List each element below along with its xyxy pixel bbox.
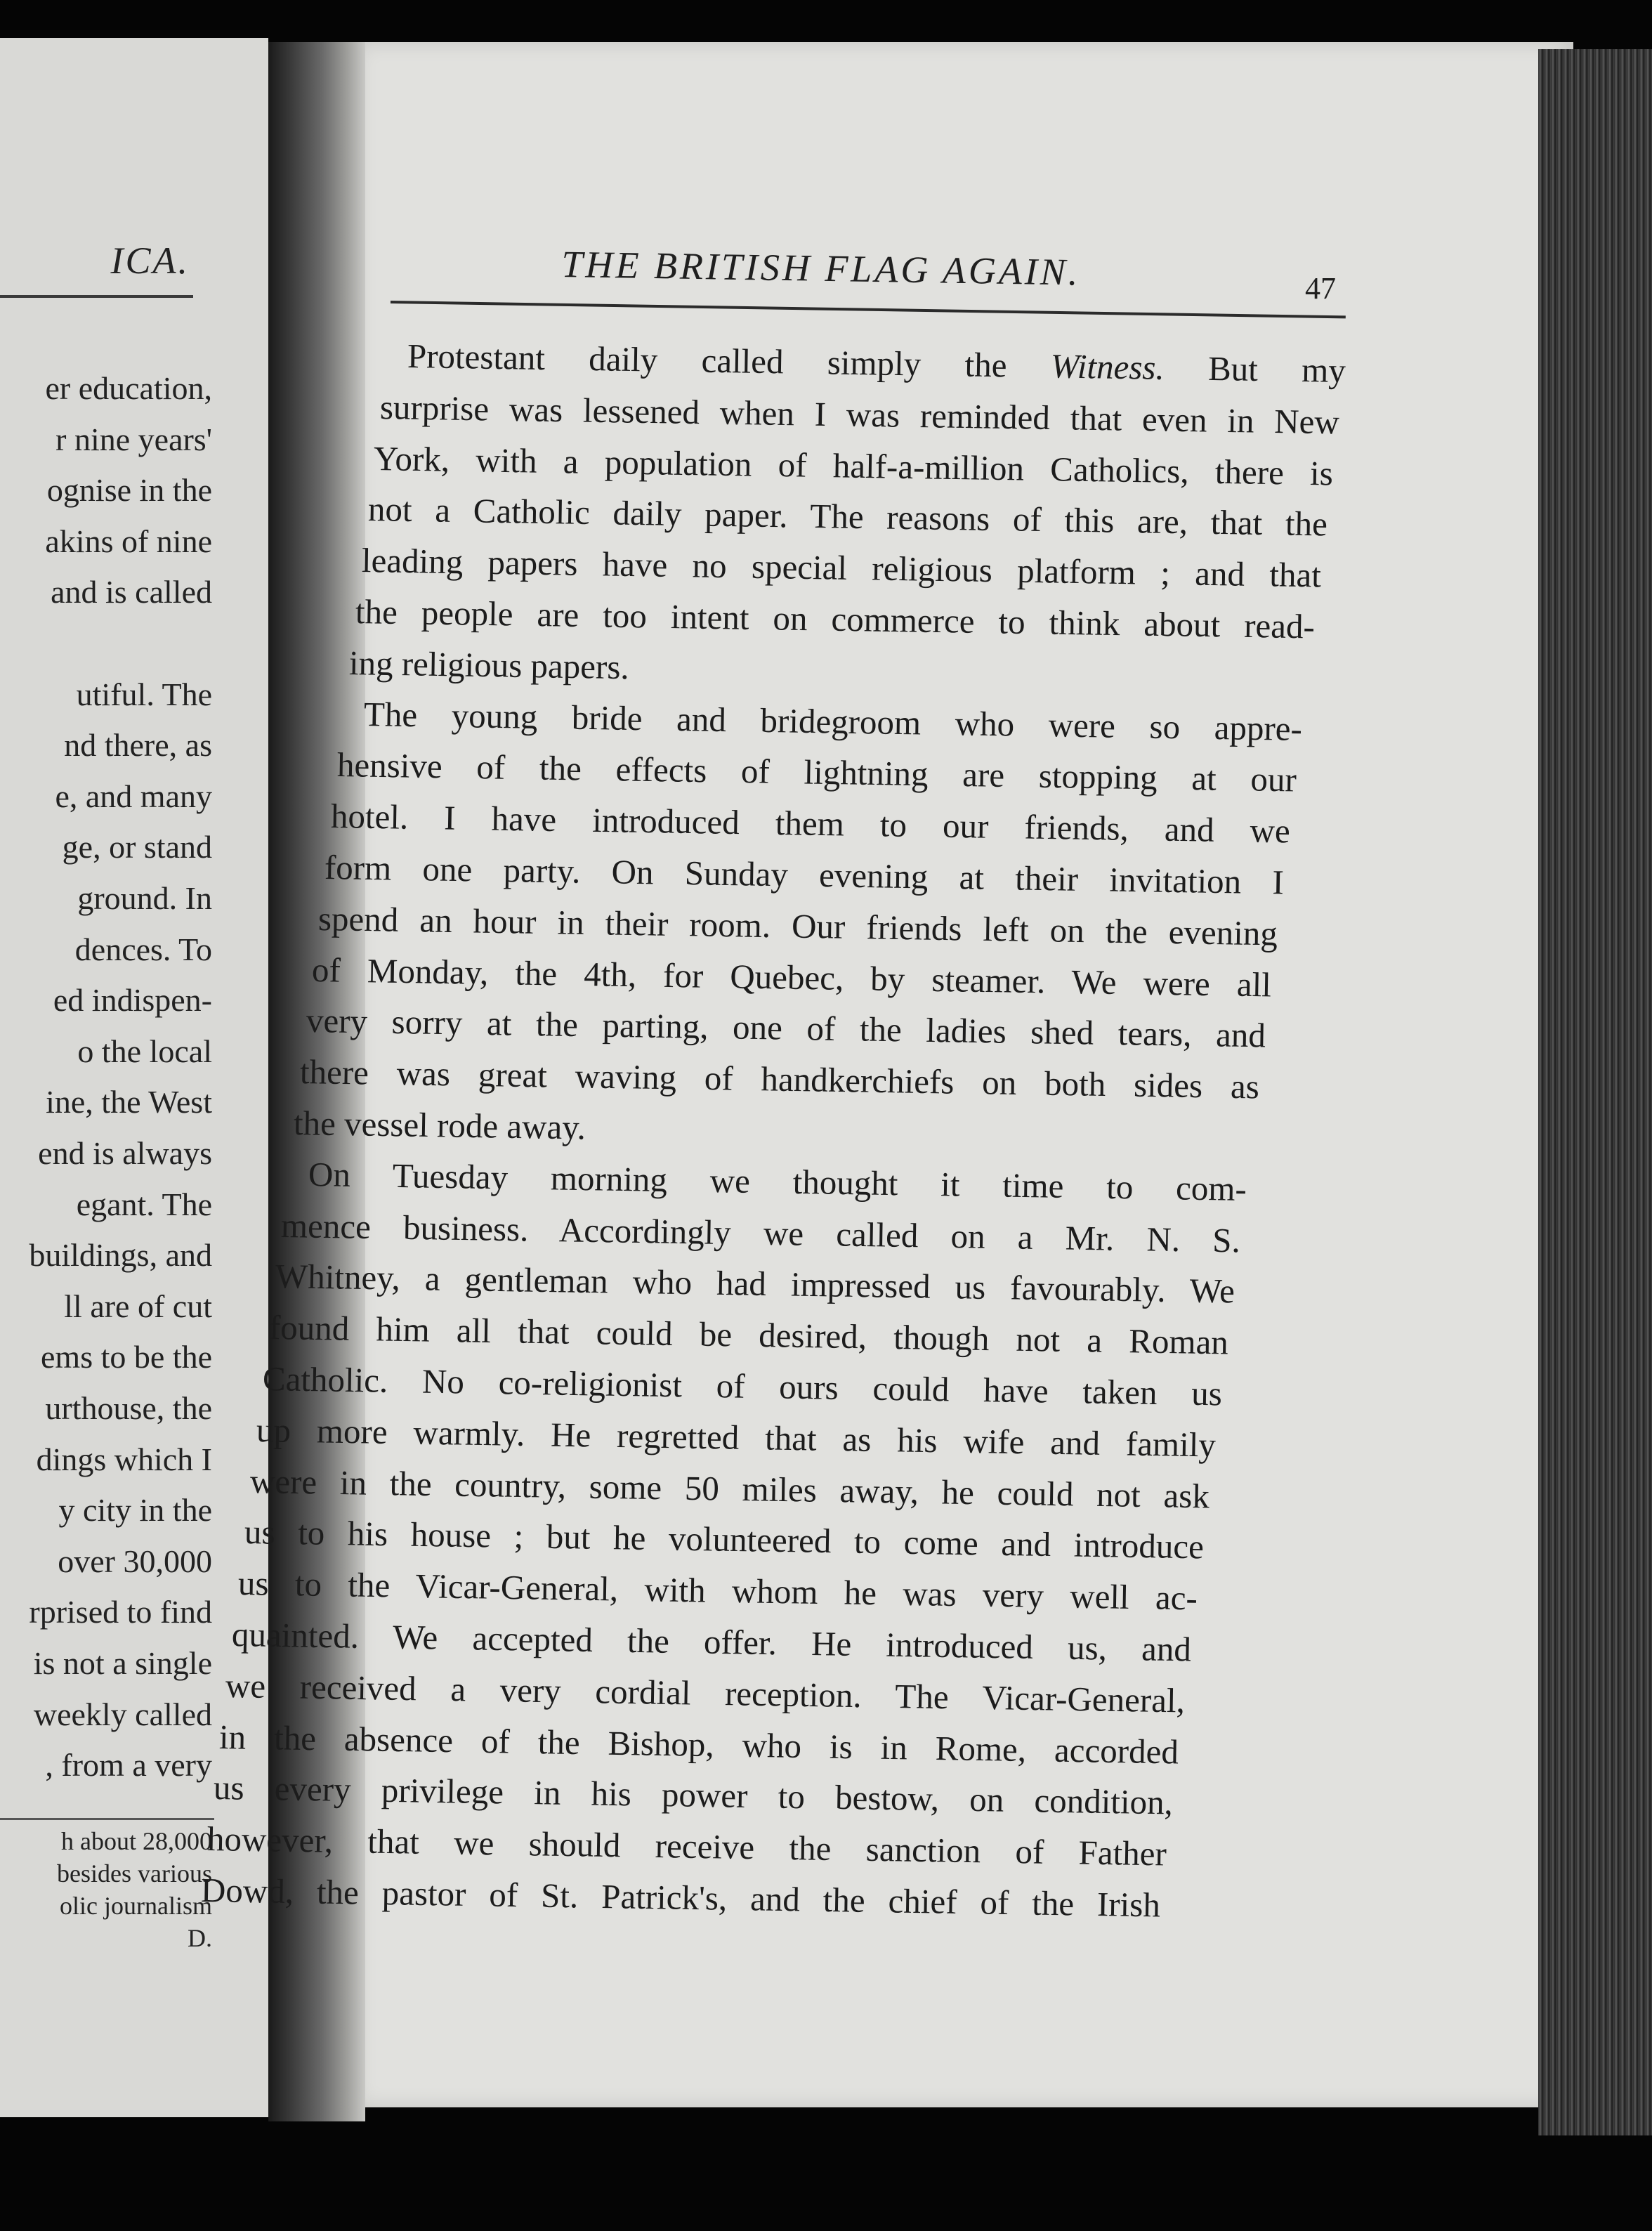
running-header: THE BRITISH FLAG AGAIN. [561,242,1081,294]
left-text-line: utiful. The [76,676,212,712]
left-text-line: egant. The [76,1186,212,1222]
left-text-line: ognise in the [46,472,212,509]
left-text-line: r nine years' [55,421,212,457]
body-text-line [407,336,1346,391]
body-text-line: the people are too intent on commerce to think about read- [355,592,1316,646]
body-text-line: there was great waving of handkerchiefs on both sides as [299,1052,1260,1106]
left-text-line: buildings, and [29,1237,212,1274]
body-text-line: we received a very cordial reception. The Vicar-General, [225,1666,1186,1720]
body-text-line: leading papers have no special religious platform ; and that [361,541,1322,595]
body-text-line: very sorry at the parting, one of the ladies shed tears, and [306,1001,1266,1055]
body-text-line: of Monday, the 4th, for Quebec, by steamer. We were all [311,950,1272,1005]
left-text-line: ems to be the [41,1339,212,1375]
left-text-line: dences. To [74,931,212,967]
left-text-line: ed indispen- [53,982,212,1019]
body-text-line: us every privilege in his power to bestow, on condition, [213,1768,1173,1822]
body-text-line: form one party. On Sunday evening at their invitation I [324,848,1285,902]
body-text-line: us to his house ; but he volunteered to come and introduce [244,1512,1204,1566]
left-text-line: end is always [38,1135,212,1171]
italic-title: Witness. [1050,346,1165,387]
left-text-line: o the local [77,1033,212,1069]
body-text-line: surprise was lessened when I was reminded that even in New [379,387,1340,442]
body-text-segment: But my [1164,348,1346,390]
body-text-line: hotel. I have introduced them to our friends, and we [330,797,1291,851]
left-text-line: , from a very [45,1747,212,1784]
left-text-line: is not a single [33,1645,212,1681]
left-text-line: rprised to find [29,1594,212,1630]
body-text-line: spend an hour in their room. Our friends left on the evening [317,898,1278,953]
left-text-line: weekly called [33,1696,212,1732]
left-text-line: over 30,000 [58,1543,212,1579]
body-text-line: quainted. We accepted the offer. He introduced us, and [231,1615,1192,1669]
left-text-line: er education, [45,370,212,406]
page-number: 47 [1305,271,1336,306]
body-text-line: us to the Vicar-General, with whom he was very well ac- [237,1564,1198,1618]
left-footnote-line: h about 28,000 [61,1827,212,1855]
body-text-line: were in the country, some 50 miles away, he could not ask [249,1461,1210,1516]
body-text-line: the vessel rode away. [293,1104,586,1147]
body-text-line: however, that we should receive the sanction of Father [206,1819,1167,1873]
left-footnote-line: besides various [57,1859,212,1887]
left-text-line: akins of nine [45,523,212,559]
left-text-line: ine, the West [46,1084,212,1120]
left-text-line: ge, or stand [62,829,212,865]
body-text-line: in the absence of the Bishop, who is in Rome, accorded [218,1717,1179,1772]
body-text-segment: Protestant daily called simply the [407,336,1051,386]
left-text-line: y city in the [58,1492,212,1529]
left-page-header: ICA. [110,240,190,282]
left-footnote-line: olic journalism [60,1892,212,1920]
body-text-line: up more warmly. He regretted that as his wife and family [256,1410,1217,1465]
body-text-line: On Tuesday morning we thought it time to com- [308,1154,1247,1208]
left-text-line: dings which I [36,1441,212,1477]
body-text-line: not a Catholic daily paper. The reasons of this are, that the [367,490,1328,544]
left-text-line: nd there, as [64,727,212,764]
left-text-line: ground. In [77,880,212,916]
body-text-line: mence business. Accordingly we called on a Mr. N. S. [280,1205,1241,1260]
body-text-line: hensive of the effects of lightning are stopping at our [336,745,1297,799]
left-text-line: urthouse, the [45,1390,212,1426]
body-text-line: found him all that could be desired, though not a Roman [268,1308,1229,1362]
body-text-line: The young bride and bridegroom who were so appre- [363,694,1303,748]
body-text-line: Catholic. No co-religionist of ours could have taken us [262,1359,1223,1413]
left-text-line: e, and many [55,778,212,814]
body-text-line: ing religious papers. [348,643,630,687]
body-text-line: Dowd, the pastor of St. Patrick's, and the chief of the Irish [200,1871,1161,1925]
left-text-line: and is called [51,574,212,610]
body-text-line: Whitney, a gentleman who had impressed us favourably. We [275,1257,1235,1311]
left-footnote-line: D. [188,1924,212,1952]
body-text-line: York, with a population of half-a-million Catholics, there is [373,438,1334,493]
left-text-line: ll are of cut [64,1288,212,1324]
